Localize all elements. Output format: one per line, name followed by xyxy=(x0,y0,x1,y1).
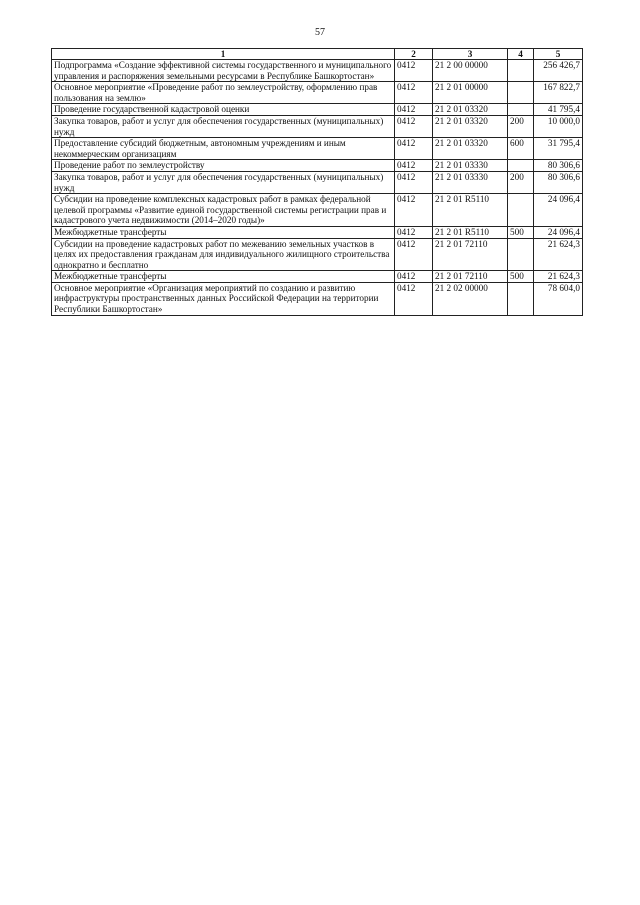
table-row xyxy=(52,138,583,160)
row-name: Межбюджетные трансферты xyxy=(52,226,395,238)
row-expense-type xyxy=(508,194,534,227)
table-body xyxy=(52,60,583,316)
row-target-code: 21 2 01 03320 xyxy=(433,138,508,160)
table-row xyxy=(52,171,583,193)
row-target-code: 21 2 00 00000 xyxy=(433,60,508,82)
page-number: 57 xyxy=(315,27,325,38)
table-row xyxy=(52,60,583,82)
row-expense-type xyxy=(508,104,534,116)
row-section-code: 0412 xyxy=(395,171,433,193)
row-target-code: 21 2 01 00000 xyxy=(433,82,508,104)
row-expense-type xyxy=(508,282,534,315)
row-expense-type: 500 xyxy=(508,271,534,283)
row-target-code: 21 2 01 03330 xyxy=(433,160,508,172)
table-row xyxy=(52,226,583,238)
row-section-code: 0412 xyxy=(395,282,433,315)
row-name: Закупка товаров, работ и услуг для обеспечения государственных (муниципальных) нужд xyxy=(52,115,395,137)
column-header: 3 xyxy=(433,49,508,60)
column-header: 5 xyxy=(534,49,583,60)
row-section-code: 0412 xyxy=(395,238,433,271)
table-row xyxy=(52,160,583,172)
row-amount: 80 306,6 xyxy=(534,171,583,193)
row-name: Субсидии на проведение комплексных кадастровых работ в рамках федеральной целевой программы «Развитие единой государственной системы регистрации прав и кадастрового учета недвижимости (2014–2020 годы)» xyxy=(52,194,395,227)
table-row xyxy=(52,104,583,116)
row-amount: 21 624,3 xyxy=(534,271,583,283)
row-expense-type xyxy=(508,238,534,271)
table-row xyxy=(52,271,583,283)
table-row xyxy=(52,238,583,271)
row-section-code: 0412 xyxy=(395,60,433,82)
table-header-row xyxy=(52,49,583,60)
row-section-code: 0412 xyxy=(395,160,433,172)
row-name: Подпрограмма «Создание эффективной системы государственного и муниципального управления и распоряжения земельными ресурсами в Республике Башкортостан» xyxy=(52,60,395,82)
column-header: 2 xyxy=(395,49,433,60)
row-section-code: 0412 xyxy=(395,271,433,283)
row-amount: 80 306,6 xyxy=(534,160,583,172)
row-section-code: 0412 xyxy=(395,104,433,116)
row-section-code: 0412 xyxy=(395,194,433,227)
row-amount: 41 795,4 xyxy=(534,104,583,116)
row-amount: 31 795,4 xyxy=(534,138,583,160)
row-target-code: 21 2 01 R5110 xyxy=(433,226,508,238)
row-name: Субсидии на проведение кадастровых работ по межеванию земельных участков в целях их предоставления гражданам для индивидуального жилищного строительства однократно и бесплатно xyxy=(52,238,395,271)
row-target-code: 21 2 01 72110 xyxy=(433,271,508,283)
row-target-code: 21 2 01 R5110 xyxy=(433,194,508,227)
row-target-code: 21 2 01 03320 xyxy=(433,104,508,116)
row-name: Закупка товаров, работ и услуг для обеспечения государственных (муниципальных) нужд xyxy=(52,171,395,193)
row-target-code: 21 2 01 03330 xyxy=(433,171,508,193)
row-section-code: 0412 xyxy=(395,226,433,238)
budget-table xyxy=(51,48,583,316)
table-row xyxy=(52,82,583,104)
row-name: Проведение государственной кадастровой оценки xyxy=(52,104,395,116)
row-expense-type xyxy=(508,82,534,104)
row-amount: 78 604,0 xyxy=(534,282,583,315)
row-amount: 24 096,4 xyxy=(534,194,583,227)
row-target-code: 21 2 02 00000 xyxy=(433,282,508,315)
row-name: Основное мероприятие «Проведение работ по землеустройству, оформлению прав пользования на землю» xyxy=(52,82,395,104)
column-header: 1 xyxy=(52,49,395,60)
row-amount: 24 096,4 xyxy=(534,226,583,238)
row-amount: 256 426,7 xyxy=(534,60,583,82)
table-row xyxy=(52,194,583,227)
row-name: Межбюджетные трансферты xyxy=(52,271,395,283)
row-expense-type xyxy=(508,60,534,82)
row-expense-type: 200 xyxy=(508,115,534,137)
row-amount: 21 624,3 xyxy=(534,238,583,271)
table-row xyxy=(52,282,583,315)
row-section-code: 0412 xyxy=(395,138,433,160)
row-section-code: 0412 xyxy=(395,82,433,104)
row-expense-type: 500 xyxy=(508,226,534,238)
row-expense-type: 600 xyxy=(508,138,534,160)
row-expense-type: 200 xyxy=(508,171,534,193)
row-amount: 167 822,7 xyxy=(534,82,583,104)
row-name: Предоставление субсидий бюджетным, автономным учреждениям и иным некоммерческим организациям xyxy=(52,138,395,160)
row-name: Проведение работ по землеустройству xyxy=(52,160,395,172)
column-header: 4 xyxy=(508,49,534,60)
row-target-code: 21 2 01 72110 xyxy=(433,238,508,271)
row-amount: 10 000,0 xyxy=(534,115,583,137)
table-row xyxy=(52,115,583,137)
row-section-code: 0412 xyxy=(395,115,433,137)
row-name: Основное мероприятие «Организация мероприятий по созданию и развитию инфраструктуры пространственных данных Российской Федерации на территории Республики Башкортостан» xyxy=(52,282,395,315)
row-expense-type xyxy=(508,160,534,172)
row-target-code: 21 2 01 03320 xyxy=(433,115,508,137)
